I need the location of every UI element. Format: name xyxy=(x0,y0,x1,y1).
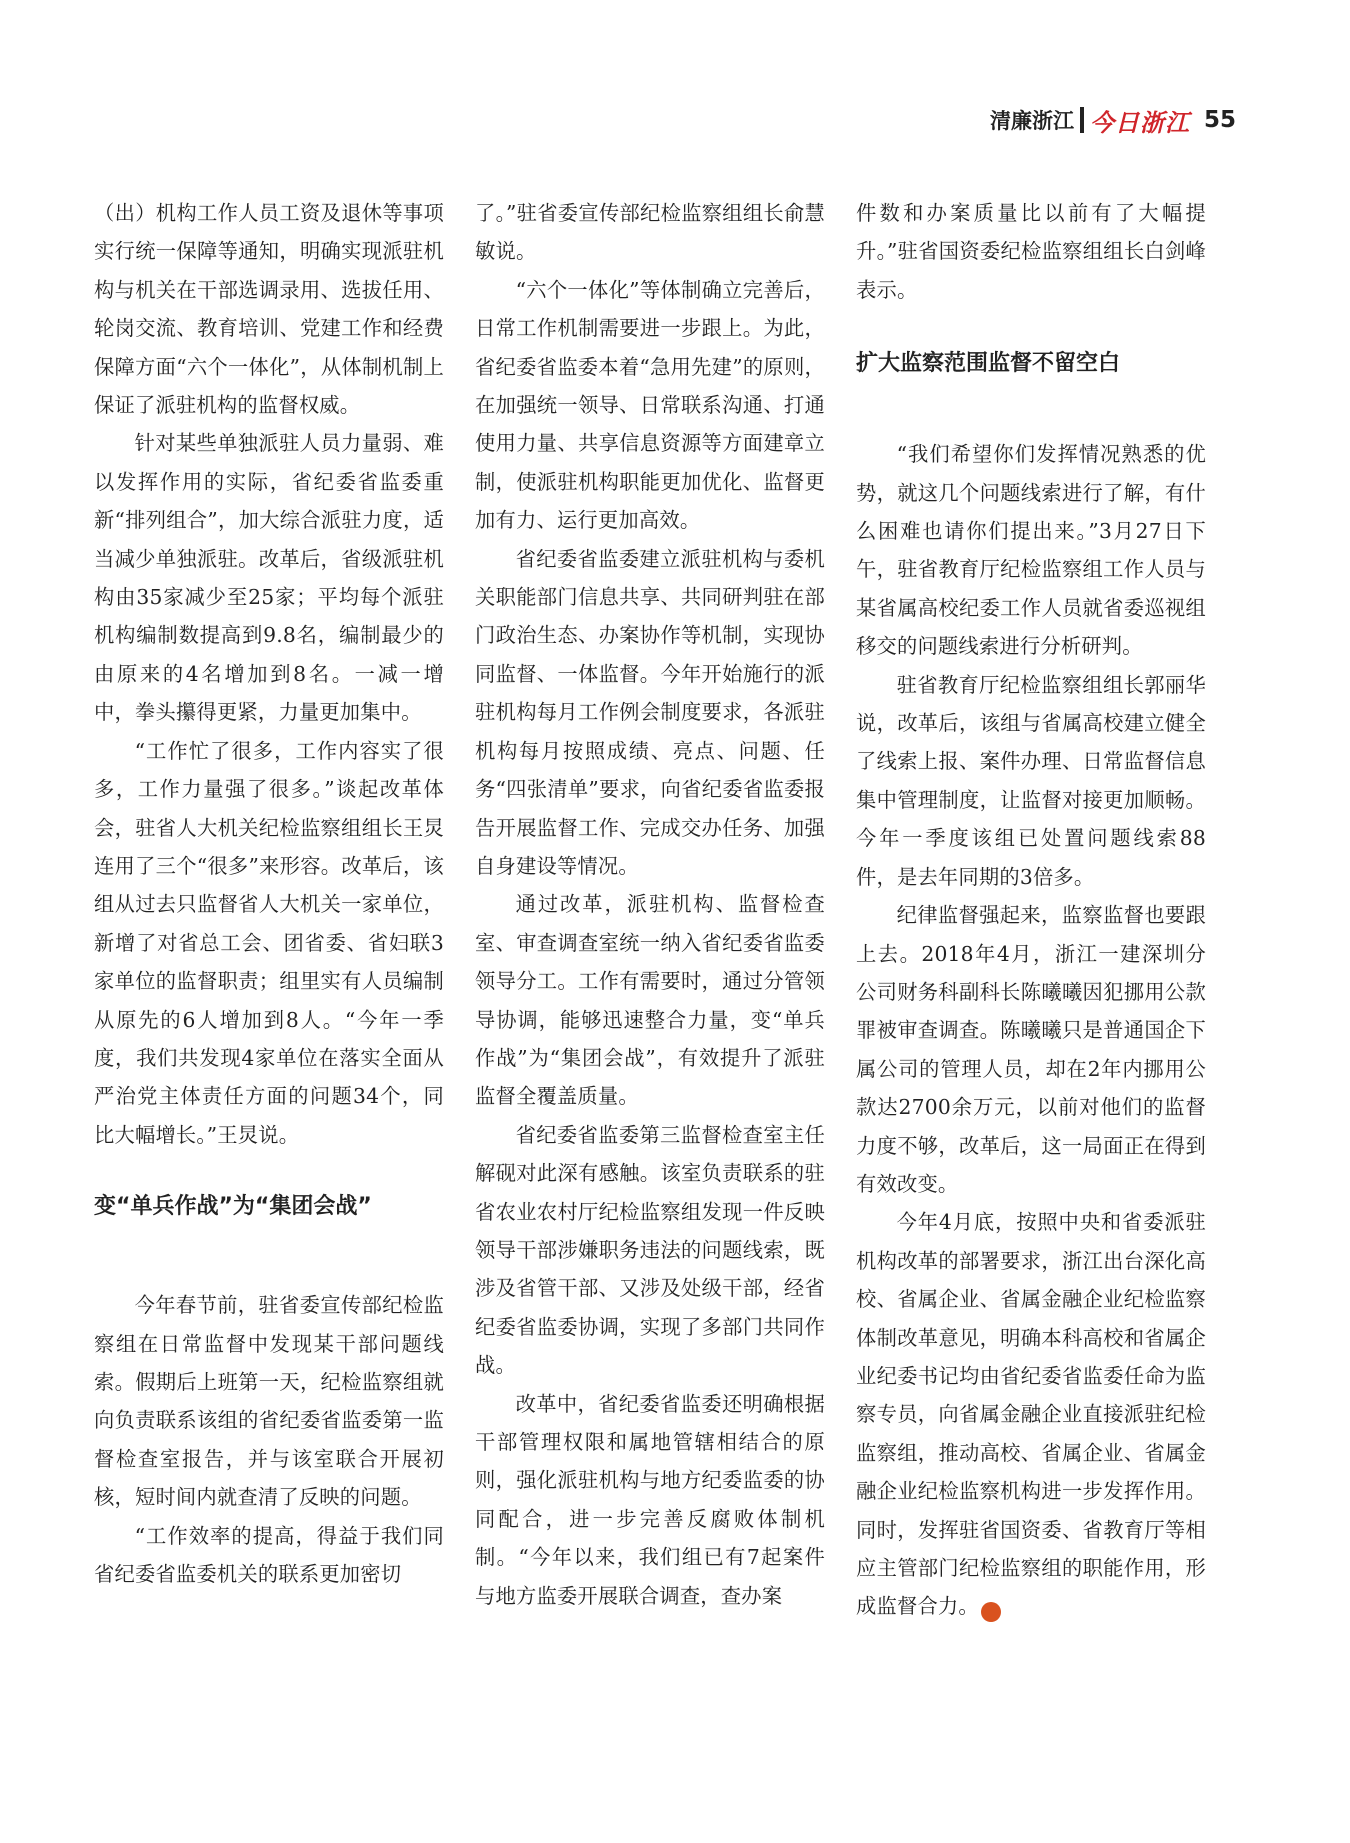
paragraph: “工作忙了很多，工作内容实了很多，工作力量强了很多。”谈起改革体会，驻省人大机关纪检监察组组长王炅连用了三个“很多”来形容。改革后，该组从过去只监督省人大机关一家单位，新增了对省总工会、团省委、省妇联3家单位的监督职责；组里实有人员编制从原先的6人增加到8人。“今年一季度，我们共发现4家单位在落实全面从严治党主体责任方面的问题34个，同比大幅增长。”王炅说。 xyxy=(94,738,444,1147)
subheading: 扩大监察范围监督不留空白 xyxy=(856,351,1121,377)
paragraph: 纪律监督强起来，监察监督也要跟上去。2018年4月，浙江一建深圳分公司财务科副科长陈曦曦因犯挪用公款罪被审查调查。陈曦曦只是普通国企下属公司的管理人员，却在2年内挪用公款达2700余万元，以前对他们的监督力度不够，改革后，这一局面正在得到有效改变。 xyxy=(856,903,1206,1196)
paragraph: 针对某些单独派驻人员力量弱、难以发挥作用的实际，省纪委省监委重新“排列组合”，加大综合派驻力度，适当减少单独派驻。改革后，省级派驻机构由35家减少至25家；平均每个派驻机构编制数提高到9.8名，编制最少的由原来的4名增加到8名。一减一增中，拳头攥得更紧，力量更加集中。 xyxy=(94,431,444,725)
page-header xyxy=(990,100,1236,140)
paragraph: 改革中，省纪委省监委还明确根据干部管理权限和属地管辖相结合的原则，强化派驻机构与地方纪委监委的协同配合，进一步完善反腐败体制机制。“今年以来，我们组已有7起案件与地方监委开展联合调查，查办案 xyxy=(475,1391,825,1608)
page-number: 55 xyxy=(1203,107,1236,133)
paragraph: “六个一体化”等体制确立完善后，日常工作机制需要进一步跟上。为此，省纪委省监委本着“急用先建”的原则，在加强统一领导、日常联系沟通、打通使用力量、共享信息资源等方面建章立制，使派驻机构职能更加优化、监督更加有力、运行更加高效。 xyxy=(475,277,825,533)
paragraph: 省纪委省监委第三监督检查室主任解砚对此深有感触。该室负责联系的驻省农业农村厅纪检监察组发现一件反映领导干部涉嫌职务违法的问题线索，既涉及省管干部、又涉及处级干部，经省纪委省监委协调，实现了多部门共同作战。 xyxy=(475,1122,825,1378)
paragraph: 驻省教育厅纪检监察组组长郭丽华说，改革后，该组与省属高校建立健全了线索上报、案件办理、日常监督信息集中管理制度，让监督对接更加顺畅。今年一季度该组已处置问题线索88件，是去年同期的3倍多。 xyxy=(856,672,1206,889)
column-3 xyxy=(856,194,1206,1626)
magazine-logo: 今日浙江 xyxy=(1089,107,1190,137)
paragraph: 通过改革，派驻机构、监督检查室、审查调查室统一纳入省纪委省监委领导分工。工作有需要时，通过分管领导协调，能够迅速整合力量，变“单兵作战”为“集团会战”，有效提升了派驻监督全覆盖质量。 xyxy=(475,892,825,1109)
section-title: 清廉浙江 xyxy=(989,109,1074,133)
paragraph: “工作效率的提高，得益于我们同省纪委省监委机关的联系更加密切 xyxy=(94,1523,444,1586)
paragraph: （出）机构工作人员工资及退休等事项实行统一保障等通知，明确实现派驻机构与机关在干部选调录用、选拔任用、轮岗交流、教育培训、党建工作和经费保障方面“六个一体化”，从体制机制上保证了派驻机构的监督权威。 xyxy=(94,201,444,418)
subheading: 变“单兵作战”为“集团会战” xyxy=(94,1194,372,1220)
column-1 xyxy=(94,194,444,1593)
end-mark-icon: 今 xyxy=(981,1602,1001,1622)
paragraph: 了。”驻省委宣传部纪检监察组组长俞慧敏说。 xyxy=(475,201,825,264)
header-divider xyxy=(1080,107,1084,133)
paragraph: 今年春节前，驻省委宣传部纪检监察组在日常监督中发现某干部问题线索。假期后上班第一天，纪检监察组就向负责联系该组的省纪委省监委第一监督检查室报告，并与该室联合开展初核，短时间内就查清了反映的问题。 xyxy=(94,1293,444,1510)
paragraph: “我们希望你们发挥情况熟悉的优势，就这几个问题线索进行了解，有什么困难也请你们提出来。”3月27日下午，驻省教育厅纪检监察组工作人员与某省属高校纪委工作人员就省委巡视组移交的问题线索进行分析研判。 xyxy=(856,442,1206,659)
paragraph-text: 今年4月底，按照中央和省委派驻机构改革的部署要求，浙江出台深化高校、省属企业、省属金融企业纪检监察体制改革意见，明确本科高校和省属企业纪委书记均由省纪委省监委任命为监察专员，向省属金融企业直接派驻纪检监察组，推动高校、省属企业、省属金融企业纪检监察机构进一步发挥作用。同时，发挥驻省国资委、省教育厅等相应主管部门纪检监察组的职能作用，形成监督合力。 xyxy=(856,1210,1206,1619)
paragraph: 省纪委省监委建立派驻机构与委机关职能部门信息共享、共同研判驻在部门政治生态、办案协作等机制，实现协同监督、一体监督。今年开始施行的派驻机构每月工作例会制度要求，各派驻机构每月按照成绩、亮点、问题、任务“四张清单”要求，向省纪委省监委报告开展监督工作、完成交办任务、加强自身建设等情况。 xyxy=(475,546,825,878)
paragraph: 件数和办案质量比以前有了大幅提升。”驻省国资委纪检监察组组长白剑峰表示。 xyxy=(856,201,1206,302)
column-2 xyxy=(475,194,825,1615)
paragraph-final xyxy=(856,1203,1206,1625)
